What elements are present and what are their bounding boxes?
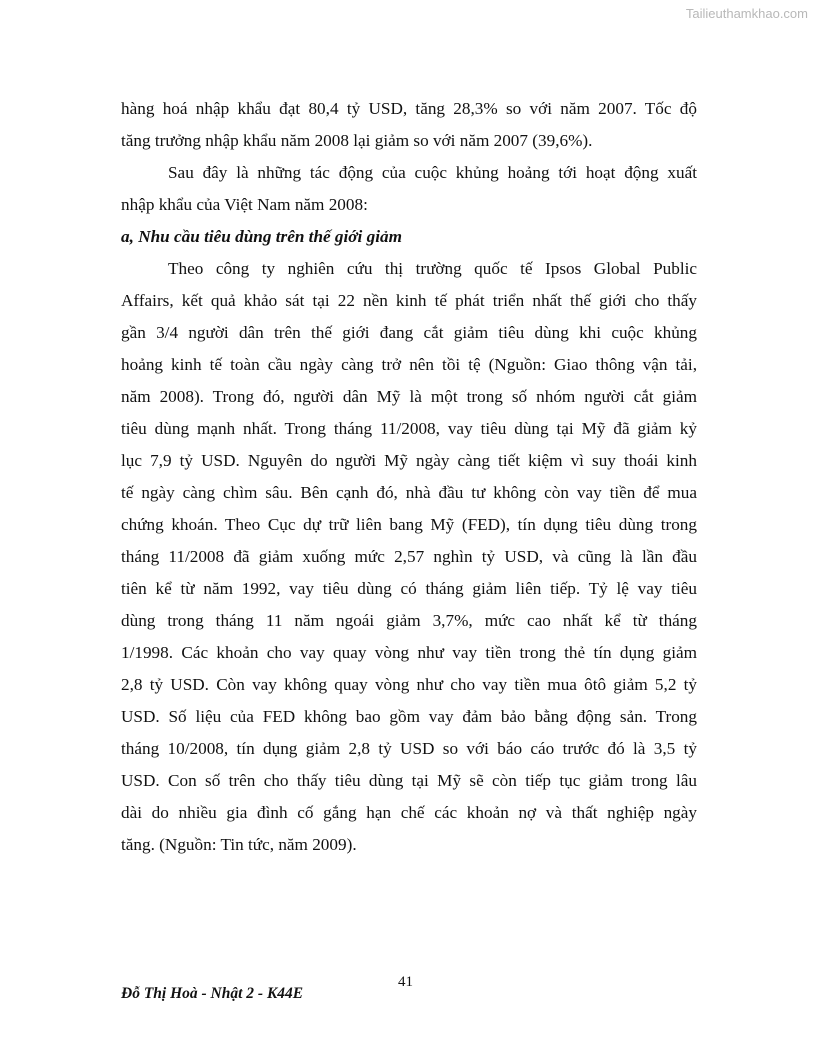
document-body bbox=[121, 93, 697, 861]
paragraph-line: 1/1998. Các khoản cho vay quay vòng như vay tiền trong thẻ tín dụng giảm bbox=[121, 643, 697, 662]
paragraph-line: lục 7,9 tỷ USD. Nguyên do người Mỹ ngày càng tiết kiệm vì suy thoái kinh bbox=[121, 451, 697, 470]
paragraph-line: tháng 10/2008, tín dụng giảm 2,8 tỷ USD so với báo cáo trước đó là 3,5 tỷ bbox=[121, 739, 697, 758]
paragraph-line: gần 3/4 người dân trên thế giới đang cắt giảm tiêu dùng khi cuộc khủng bbox=[121, 323, 697, 342]
paragraph-line: năm 2008). Trong đó, người dân Mỹ là một trong số nhóm người cắt giảm bbox=[121, 387, 697, 406]
paragraph-line: USD. Số liệu của FED không bao gồm vay đảm bảo bằng động sản. Trong bbox=[121, 707, 697, 726]
paragraph-line: Theo công ty nghiên cứu thị trường quốc tế Ipsos Global Public bbox=[168, 259, 697, 278]
paragraph-line: hàng hoá nhập khẩu đạt 80,4 tỷ USD, tăng 28,3% so với năm 2007. Tốc độ bbox=[121, 99, 697, 118]
paragraph-line: tháng 11/2008 đã giảm xuống mức 2,57 nghìn tỷ USD, và cũng là lần đầu bbox=[121, 547, 697, 566]
paragraph-line: tăng. (Nguồn: Tin tức, năm 2009). bbox=[121, 835, 357, 854]
footer-author: Đỗ Thị Hoà - Nhật 2 - K44E bbox=[121, 985, 304, 1002]
paragraph-line: chứng khoán. Theo Cục dự trữ liên bang Mỹ (FED), tín dụng tiêu dùng trong bbox=[121, 515, 697, 534]
paragraph-line: USD. Con số trên cho thấy tiêu dùng tại Mỹ sẽ còn tiếp tục giảm trong lâu bbox=[121, 771, 697, 790]
paragraph-line: Sau đây là những tác động của cuộc khủng hoảng tới hoạt động xuất bbox=[168, 163, 697, 182]
paragraph-line: tăng trưởng nhập khẩu năm 2008 lại giảm so với năm 2007 (39,6%). bbox=[121, 131, 593, 150]
paragraph-line: 2,8 tỷ USD. Còn vay không quay vòng như cho vay tiền mua ôtô giảm 5,2 tỷ bbox=[121, 675, 697, 694]
paragraph-line: Affairs, kết quả khảo sát tại 22 nền kinh tế phát triển nhất thế giới cho thấy bbox=[121, 291, 697, 310]
watermark-text: Tailieuthamkhao.com bbox=[685, 6, 808, 21]
paragraph-line: nhập khẩu của Việt Nam năm 2008: bbox=[121, 195, 368, 214]
page-number: 41 bbox=[398, 974, 413, 990]
paragraph-line: dùng trong tháng 11 năm ngoái giảm 3,7%, mức cao nhất kể từ tháng bbox=[121, 611, 697, 630]
section-heading: a, Nhu cầu tiêu dùng trên thế giới giảm bbox=[121, 227, 402, 246]
paragraph-line: hoảng kinh tế toàn cầu ngày càng trở nên tồi tệ (Nguồn: Giao thông vận tải, bbox=[121, 355, 697, 374]
paragraph-line: tiên kể từ năm 1992, vay tiêu dùng có tháng giảm liên tiếp. Tỷ lệ vay tiêu bbox=[121, 579, 697, 598]
paragraph-line: dài do nhiều gia đình cố gắng hạn chế các khoản nợ và thất nghiệp ngày bbox=[121, 803, 697, 822]
paragraph-line: tiêu dùng mạnh nhất. Trong tháng 11/2008, vay tiêu dùng tại Mỹ đã giảm kỷ bbox=[121, 419, 697, 438]
paragraph-line: tế ngày càng chìm sâu. Bên cạnh đó, nhà đầu tư không còn vay tiền để mua bbox=[121, 483, 697, 502]
